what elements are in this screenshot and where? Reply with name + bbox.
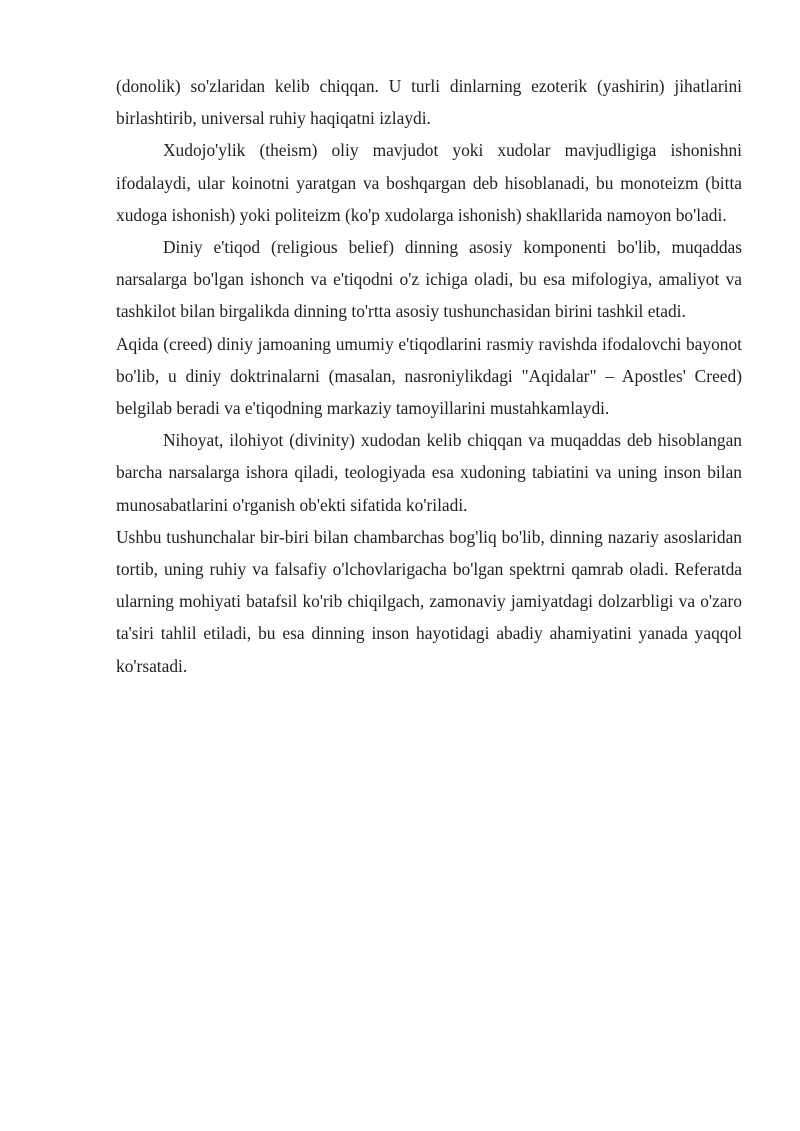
paragraph-conclusion: Ushbu tushunchalar bir-biri bilan chambarchas bog'liq bo'lib, dinning nazariy asoslaridan tortib, uning ruhiy va falsafiy o'lchovlarigacha bo'lgan spektrni qamrab oladi. Referatda ularning mohiyati batafsil ko'rib chiqilgach, zamonaviy jamiyatdagi dolzarbligi va o'zaro ta'siri tahlil etiladi, bu esa dinning inson hayotidagi abadiy ahamiyatini yanada yaqqol ko'rsatadi. [116, 526, 742, 676]
paragraph-creed: Aqida (creed) diniy jamoaning umumiy e'tiqodlarini rasmiy ravishda ifodalovchi bayonot bo'lib, u diniy doktrinalarni (masalan, nasroniylikdagi "Aqidalar" – Apostles' Creed) belgilab beradi va e'tiqodning markaziy tamoyillarini mustahkamlaydi. [116, 333, 742, 419]
paragraph-theism: Xudojo'ylik (theism) oliy mavjudot yoki xudolar mavjudligiga ishonishni ifodalaydi, ular koinotni yaratgan va boshqargan deb hisoblanadi, bu monoteizm (bitta xudoga ishonish) yoki politeizm (ko'p xudolarga ishonish) shakllarida namoyon bo'ladi. [116, 140, 742, 225]
paragraph-religious-belief: Diniy e'tiqod (religious belief) dinning asosiy komponenti bo'lib, muqaddas narsalarga bo'lgan ishonch va e'tiqodni o'z ichiga oladi, bu esa mifologiya, amaliyot va tashkilot bilan birgalikda dinning to'rtta asosiy tushunchasidan birini tashkil etadi. [116, 237, 742, 322]
paragraph-intro-continuation: (donolik) so'zlaridan kelib chiqqan. U turli dinlarning ezoterik (yashirin) jihatlarini birlashtirib, universal ruhiy haqiqatni izlaydi. [116, 76, 742, 129]
paragraph-divinity: Nihoyat, ilohiyot (divinity) xudodan kelib chiqqan va muqaddas deb hisoblangan barcha narsalarga ishora qiladi, teologiyada esa xudoning tabiatini va uning inson bilan munosabatlarini o'rganish ob'ekti sifatida ko'riladi. [116, 430, 742, 515]
document-body [116, 70, 742, 682]
